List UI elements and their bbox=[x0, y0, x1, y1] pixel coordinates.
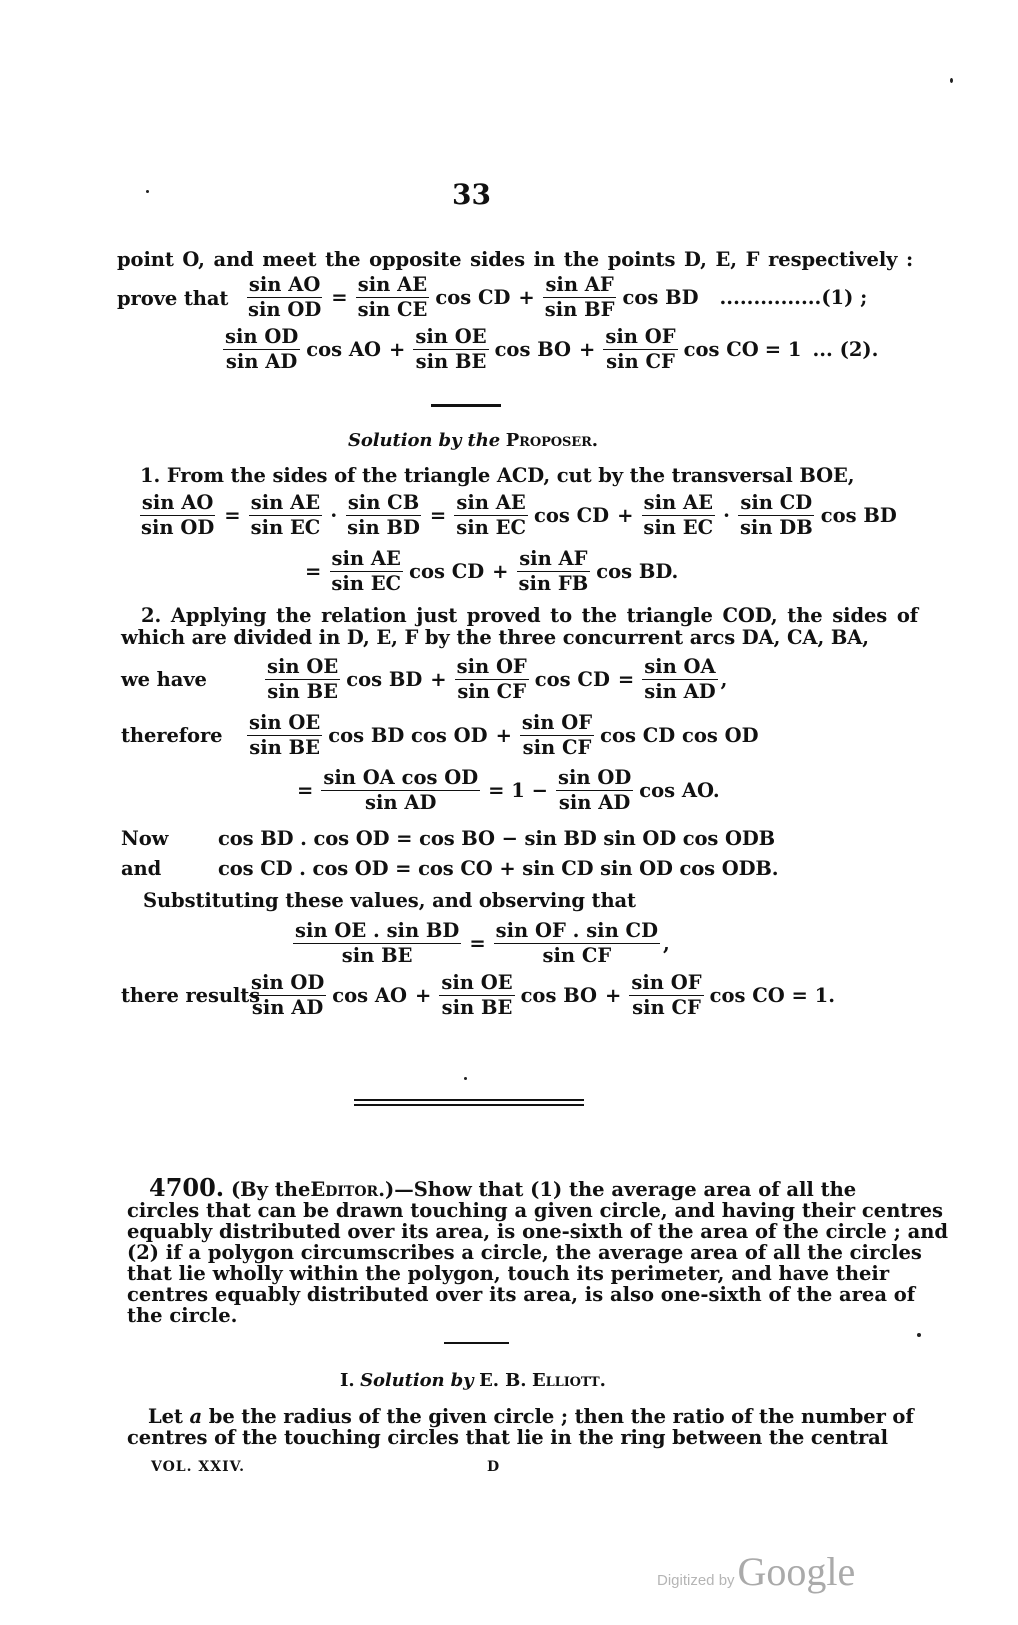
double-rule-top bbox=[354, 1099, 584, 1101]
fraction: $\frac{\text{sin AE}}{\text{sin EC}}$ bbox=[456, 491, 526, 539]
fraction: $\frac{\text{sin AE}}{\text{sin CE}}$ bbox=[357, 273, 428, 321]
fraction: $\frac{\text{sin OD}}{\text{sin AD}}$ bbox=[225, 325, 299, 373]
fraction: $\frac{\text{sin CB}}{\text{sin BD}}$ bbox=[347, 491, 420, 539]
fraction: $\frac{\text{sin OE}}{\text{sin BE}}$ bbox=[441, 971, 513, 1019]
observe-equation: $\frac{\text{sin OE . sin BD}}{\text{sin BE}}$ = $\frac{\text{sin OF . sin CD}}{\text{sin CF}}$ , bbox=[295, 919, 670, 967]
fraction: $\frac{\text{sin AE}}{\text{sin EC}}$ bbox=[331, 547, 402, 595]
step-1-equation-continued: = $\frac{\text{sin AE}}{\text{sin EC}}$ cos CD + $\frac{\text{sin AF}}{\text{sin FB}}$ cos BD. bbox=[305, 547, 679, 595]
fraction: $\frac{\text{sin OF}}{\text{sin CF}}$ bbox=[456, 655, 527, 703]
question-4700 bbox=[127, 1173, 949, 1327]
we-have-label: we have bbox=[121, 668, 207, 691]
we-have-equation: $\frac{\text{sin OE}}{\text{sin BE}}$ cos BD + $\frac{\text{sin OF}}{\text{sin CF}}$ cos CD = $\frac{\text{sin OA}}{\text{sin AD}}$ , bbox=[267, 655, 728, 703]
fraction: $\frac{\text{sin AE}}{\text{sin EC}}$ bbox=[643, 491, 714, 539]
fraction: $\frac{\text{sin AF}}{\text{sin BF}}$ bbox=[544, 273, 615, 321]
fraction: $\frac{\text{sin OA}}{\text{sin AD}}$ bbox=[644, 655, 716, 703]
step-1-equation: $\frac{\text{sin AO}}{\text{sin OD}}$ = $\frac{\text{sin AE}}{\text{sin EC}}$ · $\frac{\text{sin CB}}{\text{sin BD}}$ = $\frac{\text{sin AE}}{\text{sin EC}}$ cos CD + $\frac{\text{sin AE}}{\text{sin EC}}$ · $\frac{\text{sin CD}}{\text{sin DB}}$ cos BD bbox=[141, 491, 897, 539]
equation-1: $\frac{\text{sin AO}}{\text{sin OD}}$ = $\frac{\text{sin AE}}{\text{sin CE}}$ cos CD + $\frac{\text{sin AF}}{\text{sin BF}}$ cos BD ...............(1) ; bbox=[248, 273, 868, 321]
therefore-equation-continued: = $\frac{\text{sin OA cos OD}}{\text{sin AD}}$ = 1 − $\frac{\text{sin OD}}{\text{sin AD}}$ cos AO. bbox=[297, 766, 720, 814]
solution-step-2-line: 2. Applying the relation just proved to the triangle COD, the sides of bbox=[141, 604, 919, 627]
elliott-text-line: centres of the touching circles that lie in the ring between the central bbox=[127, 1426, 888, 1449]
fraction: $\frac{\text{sin OE}}{\text{sin BE}}$ bbox=[415, 325, 487, 373]
question-line: equably distributed over its area, is one-sixth of the area of the circle ; and bbox=[127, 1220, 949, 1243]
google-logo: Google bbox=[737, 1549, 856, 1594]
fraction: $\frac{\text{sin OE}}{\text{sin BE}}$ bbox=[267, 655, 339, 703]
equation-label: ...............(1) ; bbox=[719, 286, 868, 309]
solution-heading: Solution by the Proposer. bbox=[348, 430, 598, 451]
prove-that-label: prove that bbox=[117, 287, 229, 310]
equation-2: $\frac{\text{sin OD}}{\text{sin AD}}$ cos AO + $\frac{\text{sin OE}}{\text{sin BE}}$ cos BO + $\frac{\text{sin OF}}{\text{sin CF}}$ cos CO = 1 ... (2). bbox=[225, 325, 879, 373]
problem-text-line: point O, and meet the opposite sides in the points D, E, F respectively : bbox=[117, 248, 914, 271]
question-line: circles that can be drawn touching a given circle, and having their centres bbox=[127, 1199, 944, 1222]
section-rule bbox=[444, 1342, 509, 1344]
double-rule-bottom bbox=[354, 1104, 584, 1106]
scan-speck bbox=[146, 190, 149, 193]
solution-step-1-text: 1. From the sides of the triangle ACD, cut by the transversal BOE, bbox=[140, 464, 855, 487]
page-number: 33 bbox=[452, 178, 491, 211]
fraction: $\frac{\text{sin AO}}{\text{sin OD}}$ bbox=[248, 273, 322, 321]
fraction: $\frac{\text{sin AE}}{\text{sin EC}}$ bbox=[250, 491, 321, 539]
there-results-label: there results bbox=[121, 984, 260, 1007]
scan-speck bbox=[950, 78, 953, 83]
question-line: centres equably distributed over its area, is also one-sixth of the area of bbox=[127, 1283, 916, 1306]
fraction: $\frac{\text{sin OA cos OD}}{\text{sin AD}}$ bbox=[323, 766, 479, 814]
digitized-by-google-watermark: Digitized by Google bbox=[657, 1549, 856, 1594]
fraction: $\frac{\text{sin OE}}{\text{sin BE}}$ bbox=[249, 711, 321, 759]
now-equation: cos BD . cos OD = cos BO − sin BD sin OD cos ODB bbox=[218, 827, 776, 850]
question-number: 4700. bbox=[149, 1173, 225, 1202]
question-line: the circle. bbox=[127, 1304, 238, 1327]
fraction: $\frac{\text{sin OD}}{\text{sin AD}}$ bbox=[557, 766, 632, 814]
scan-speck bbox=[917, 1333, 921, 1337]
question-line: that lie wholly within the polygon, touch its perimeter, and have their bbox=[127, 1262, 890, 1285]
equation-label: ... (2). bbox=[812, 338, 879, 361]
fraction: $\frac{\text{sin OE . sin BD}}{\text{sin BE}}$ bbox=[295, 919, 460, 967]
scan-speck bbox=[464, 1077, 467, 1080]
result-equation: $\frac{\text{sin OD}}{\text{sin AD}}$ cos AO + $\frac{\text{sin OE}}{\text{sin BE}}$ cos BO + $\frac{\text{sin OF}}{\text{sin CF}}$ cos CO = 1. bbox=[251, 971, 836, 1019]
therefore-label: therefore bbox=[121, 724, 223, 747]
footer-signature: D bbox=[487, 1459, 501, 1475]
question-first-line: 4700. (By theEditor.)—Show that (1) the average area of all the bbox=[149, 1173, 857, 1202]
elliott-text-line: Let a be the radius of the given circle ; then the ratio of the number of bbox=[148, 1405, 914, 1428]
question-line: (2) if a polygon circumscribes a circle, the average area of all the circles bbox=[127, 1241, 922, 1264]
fraction: $\frac{\text{sin OD}}{\text{sin AD}}$ bbox=[251, 971, 325, 1019]
footer-volume: VOL. XXIV. bbox=[151, 1459, 245, 1475]
and-label: and bbox=[121, 857, 162, 880]
substituting-text: Substituting these values, and observing that bbox=[143, 889, 636, 912]
and-equation: cos CD . cos OD = cos CO + sin CD sin OD cos ODB. bbox=[218, 857, 779, 880]
fraction: $\frac{\text{sin OF}}{\text{sin CF}}$ bbox=[631, 971, 702, 1019]
solution-elliott-heading: I. Solution by E. B. Elliott. bbox=[340, 1370, 606, 1391]
solution-step-2-line: which are divided in D, E, F by the three concurrent arcs DA, CA, BA, bbox=[121, 626, 869, 649]
section-rule bbox=[431, 404, 501, 407]
fraction: $\frac{\text{sin AF}}{\text{sin FB}}$ bbox=[518, 547, 589, 595]
fraction: $\frac{\text{sin AO}}{\text{sin OD}}$ bbox=[141, 491, 215, 539]
fraction: $\frac{\text{sin CD}}{\text{sin DB}}$ bbox=[739, 491, 813, 539]
fraction: $\frac{\text{sin OF . sin CD}}{\text{sin CF}}$ bbox=[495, 919, 658, 967]
now-label: Now bbox=[121, 827, 169, 850]
therefore-equation: $\frac{\text{sin OE}}{\text{sin BE}}$ cos BD cos OD + $\frac{\text{sin OF}}{\text{sin CF}}$ cos CD cos OD bbox=[249, 711, 759, 759]
fraction: $\frac{\text{sin OF}}{\text{sin CF}}$ bbox=[605, 325, 676, 373]
fraction: $\frac{\text{sin OF}}{\text{sin CF}}$ bbox=[521, 711, 593, 759]
